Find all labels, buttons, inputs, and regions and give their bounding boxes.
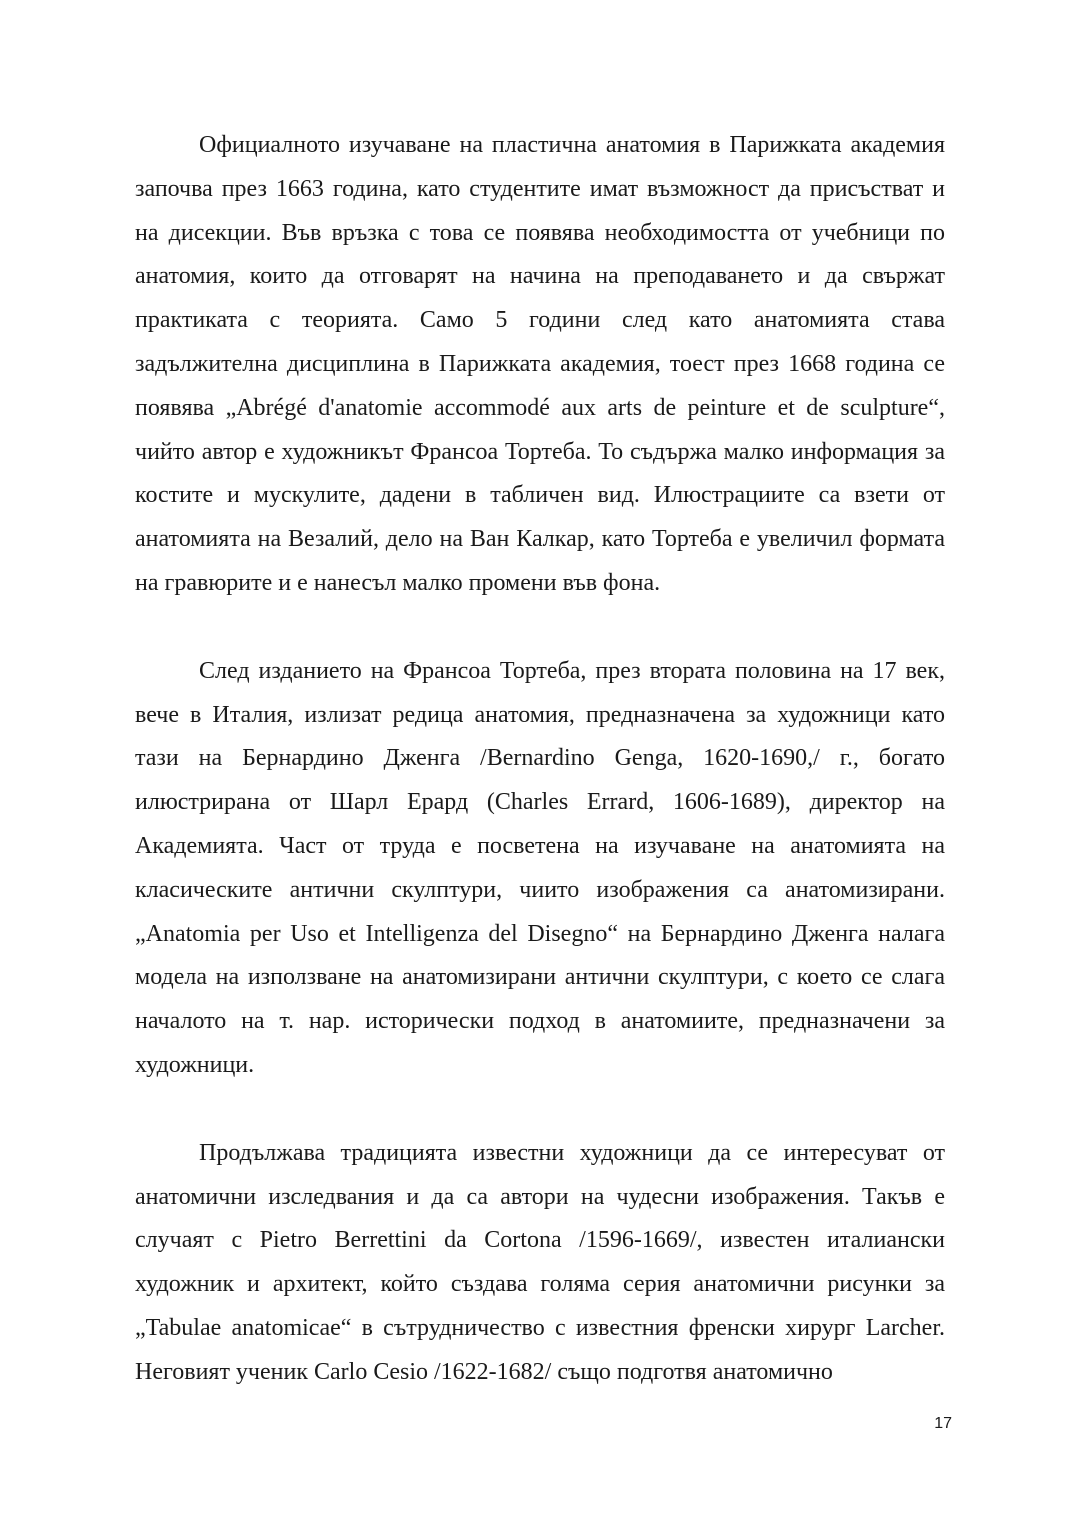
body-text [135,124,945,1395]
paragraph-2: След изданието на Франсоа Тортеба, през втората половина на 17 век, вече в Италия, излизат редица анатомия, предназначена за художници като тази на Бернардино Дженга /Bernardino Genga, 1620-1690,/ г., богато илюстрирана от Шарл Ерард (Charles Errard, 1606-1689), директор на Академията. Част от труда е посветена на изучаване на анатомията на класическите антични скулптури, чиито изображения са анатомизирани. „Anatomia per Uso et Intelligenza del Disegno“ на Бернардино Дженга налага модела на използване на анатомизирани антични скулптури, с което се слага началото на т. нар. исторически подход в анатомиите, предназначени за художници. [135,657,945,1078]
page-number: 17 [934,1415,952,1432]
paragraph-1: Официалното изучаване на пластична анатомия в Парижката академия започва през 1663 година, като студентите имат възможност да присъстват и на дисекции. Във връзка с това се появява необходимостта от учебници по анатомия, които да отговарят на начина на преподаването и да свържат практиката с теорията. Само 5 години след като анатомията става задължителна дисциплина в Парижката академия, тоест през 1668 година се появява „Abrégé d'anatomie accommodé aux arts de peinture et de sculpture“, чийто автор е художникът Франсоа Тортеба. То съдържа малко информация за костите и мускулите, дадени в табличен вид. Илюстрациите са взети от анатомията на Везалий, дело на Ван Калкар, като Тортеба е увеличил формата на гравюрите и е нанесъл малко промени във фона. [135,132,945,596]
paragraph-3: Продължава традицията известни художници да се интересуват от анатомични изследвания и да са автори на чудесни изображения. Такъв е случаят с Pietro Berrettini da Cortona /1596-1669/, известен италиански художник и архитект, който създава голяма серия анатомични рисунки за „Tabulae anatomicae“ в сътрудничество с известния френски хирург Larcher. Неговият ученик Carlo Cesio /1622-1682/ също подготвя анатомично [135,1139,945,1385]
